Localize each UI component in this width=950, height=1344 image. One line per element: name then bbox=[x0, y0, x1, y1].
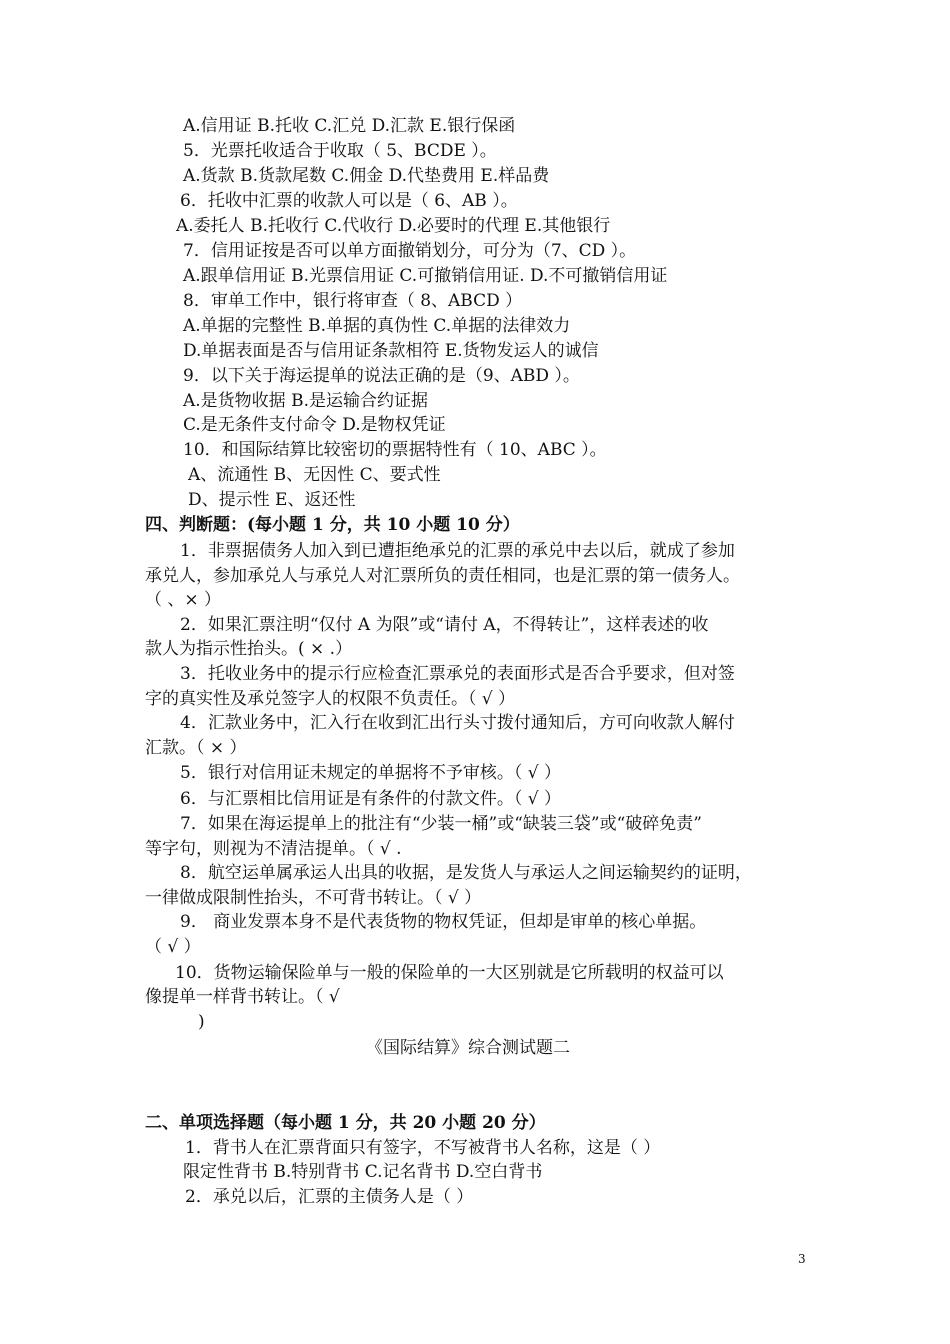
exam-title: 《国际结算》综合测试题二 bbox=[366, 1038, 570, 1058]
single-q2-stem: 2．承兑以后，汇票的主债务人是（ ） bbox=[185, 1187, 474, 1207]
judge-section-title: 四、判断题：(每小题 1 分，共 10 小题 10 分） bbox=[145, 515, 520, 535]
judge-line: 8．航空运单属承运人出具的收据，是发货人与承运人之间运输契约的证明， bbox=[180, 863, 752, 883]
judge-line: （ 、× ） bbox=[145, 590, 222, 610]
judge-line: 一律做成限制性抬头，不可背书转让。（ √ ） bbox=[145, 888, 482, 908]
q7-stem: 7．信用证按是否可以单方面撤销划分，可分为（7、CD ）。 bbox=[183, 241, 637, 261]
q6-stem: 6．托收中汇票的收款人可以是（ 6、AB ）。 bbox=[180, 191, 518, 211]
judge-line: 6．与汇票相比信用证是有条件的付款文件。（ √ ） bbox=[180, 789, 561, 809]
judge-line: 2．如果汇票注明“仅付 A 为限”或“请付 A，不得转让”，这样表述的收 bbox=[180, 615, 709, 635]
judge-line: 等字句，则视为不清洁提单。（ √ . bbox=[145, 839, 402, 859]
q7-options: A.跟单信用证 B.光票信用证 C.可撤销信用证. D.不可撤销信用证 bbox=[183, 266, 668, 286]
q9-stem: 9．以下关于海运提单的说法正确的是（9、ABD ）。 bbox=[183, 366, 580, 386]
q9-options-line1: A.是货物收据 B.是运输合约证据 bbox=[183, 391, 428, 411]
single-section-title: 二、单项选择题（每小题 1 分，共 20 小题 20 分） bbox=[145, 1113, 546, 1133]
judge-line: 1．非票据债务人加入到已遭拒绝承兑的汇票的承兑中去以后，就成了参加 bbox=[180, 541, 735, 561]
judge-line: 承兑人，参加承兑人与承兑人对汇票所负的责任相同，也是汇票的第一债务人。 bbox=[145, 566, 740, 586]
q5-stem: 5．光票托收适合于收取（ 5、BCDE ）。 bbox=[183, 141, 497, 161]
judge-line: ) bbox=[198, 1012, 205, 1032]
single-q1-options: 限定性背书 B.特别背书 C.记名背书 D.空白背书 bbox=[183, 1162, 543, 1182]
judge-line: 4．汇款业务中，汇入行在收到汇出行头寸拨付通知后，方可向收款人解付 bbox=[180, 713, 735, 733]
q10-options-line1: A、流通性 B、无因性 C、要式性 bbox=[188, 465, 441, 485]
judge-line: 3．托收业务中的提示行应检查汇票承兑的表面形式是否合乎要求，但对签 bbox=[180, 664, 735, 684]
q8-options-line1: A.单据的完整性 B.单据的真伪性 C.单据的法律效力 bbox=[183, 316, 571, 336]
judge-line: 9． 商业发票本身不是代表货物的物权凭证，但却是审单的核心单据。 bbox=[180, 912, 707, 932]
q6-options: A.委托人 B.托收行 C.代收行 D.必要时的代理 E.其他银行 bbox=[176, 216, 611, 236]
judge-line: 7．如果在海运提单上的批注有“少装一桶”或“缺装三袋”或“破碎免责” bbox=[180, 814, 702, 834]
judge-line: （ √ ） bbox=[145, 937, 201, 957]
q8-options-line2: D.单据表面是否与信用证条款相符 E.货物发运人的诚信 bbox=[183, 341, 599, 361]
judge-line: 像提单一样背书转让。（ √ bbox=[145, 987, 340, 1007]
q10-stem: 10．和国际结算比较密切的票据特性有（ 10、ABC ）。 bbox=[183, 440, 607, 460]
q8-stem: 8．审单工作中，银行将审查（ 8、ABCD ） bbox=[183, 291, 523, 311]
page-number: 3 bbox=[798, 1252, 806, 1266]
q5-options: A.货款 B.货款尾数 C.佣金 D.代垫费用 E.样品费 bbox=[183, 166, 550, 186]
judge-line: 汇款。（ × ） bbox=[145, 738, 247, 758]
judge-line: 10．货物运输保险单与一般的保险单的一大区别就是它所载明的权益可以 bbox=[175, 963, 724, 983]
q9-options-line2: C.是无条件支付命令 D.是物权凭证 bbox=[183, 415, 446, 435]
q4-options: A.信用证 B.托收 C.汇兑 D.汇款 E.银行保函 bbox=[183, 116, 516, 136]
q10-options-line2: D、提示性 E、返还性 bbox=[188, 490, 356, 510]
judge-line: 款人为指示性抬头。( × .） bbox=[145, 639, 353, 659]
judge-line: 5．银行对信用证未规定的单据将不予审核。（ √ ） bbox=[180, 763, 561, 783]
single-q1-stem: 1．背书人在汇票背面只有签字，不写被背书人名称，这是（ ） bbox=[185, 1138, 661, 1158]
judge-line: 字的真实性及承兑签字人的权限不负责任。（ √ ） bbox=[145, 689, 516, 709]
